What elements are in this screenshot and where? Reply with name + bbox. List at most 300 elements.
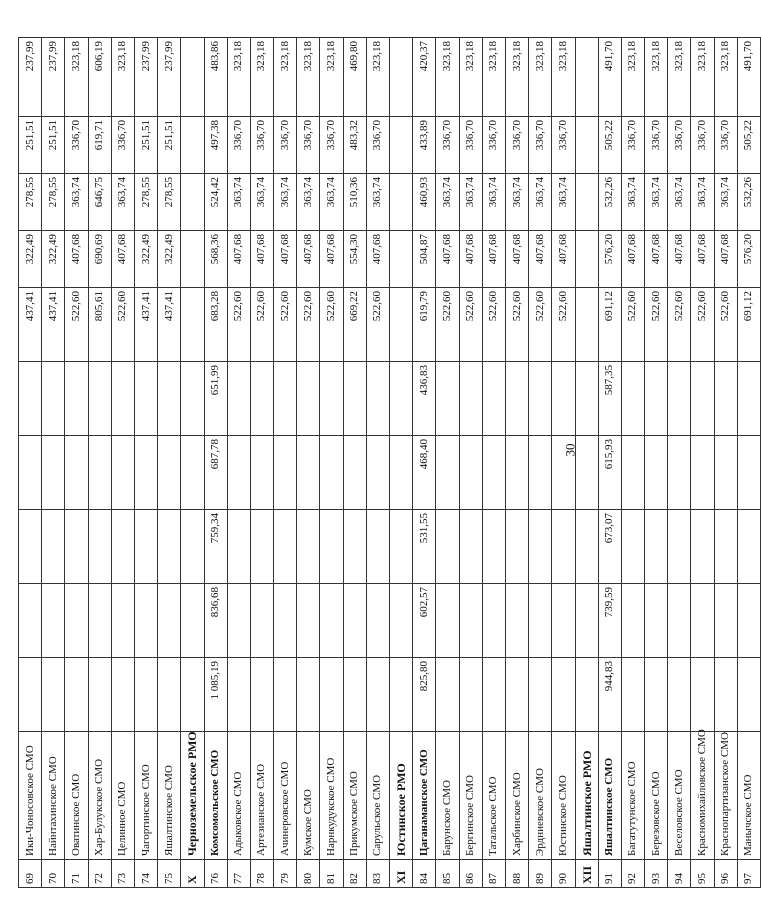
value-cell: 336,70 — [691, 117, 714, 174]
table-row — [413, 38, 436, 888]
municipality-name-cell: Целинное СМО — [111, 732, 134, 860]
value-cell: 323,18 — [436, 38, 459, 117]
value-cell: 407,68 — [482, 231, 505, 288]
value-cell: 251,51 — [158, 117, 181, 174]
value-cell — [320, 510, 343, 584]
value-cell — [111, 510, 134, 584]
value-cell — [320, 658, 343, 732]
table-row — [274, 38, 297, 888]
table-row — [19, 38, 42, 888]
table-row — [436, 38, 459, 888]
value-cell: 363,74 — [274, 174, 297, 231]
value-cell: 278,55 — [19, 174, 42, 231]
value-cell: 363,74 — [714, 174, 737, 231]
value-cell — [691, 436, 714, 510]
table-row — [343, 38, 366, 888]
value-cell: 237,99 — [19, 38, 42, 117]
value-cell — [19, 510, 42, 584]
value-cell — [482, 658, 505, 732]
value-cell: 522,60 — [366, 288, 389, 362]
value-cell — [250, 362, 273, 436]
value-cell — [390, 38, 413, 117]
row-number-cell: 94 — [668, 860, 691, 888]
value-cell — [436, 584, 459, 658]
value-cell: 323,18 — [274, 38, 297, 117]
value-cell: 323,18 — [645, 38, 668, 117]
value-cell: 944,83 — [598, 658, 621, 732]
value-cell: 646,75 — [88, 174, 111, 231]
value-cell: 619,71 — [88, 117, 111, 174]
value-cell: 436,83 — [413, 362, 436, 436]
value-cell — [297, 362, 320, 436]
value-cell — [227, 584, 250, 658]
value-cell: 690,69 — [88, 231, 111, 288]
row-number-cell: XI — [390, 860, 413, 888]
value-cell — [575, 174, 598, 231]
value-cell: 407,68 — [459, 231, 482, 288]
value-cell: 323,18 — [459, 38, 482, 117]
value-cell — [482, 362, 505, 436]
row-number-cell: 95 — [691, 860, 714, 888]
row-number-cell: 97 — [737, 860, 760, 888]
value-cell — [227, 362, 250, 436]
value-cell — [366, 658, 389, 732]
row-number-cell: 69 — [19, 860, 42, 888]
value-cell — [621, 510, 644, 584]
value-cell: 407,68 — [436, 231, 459, 288]
value-cell: 336,70 — [459, 117, 482, 174]
value-cell: 510,36 — [343, 174, 366, 231]
value-cell: 336,70 — [320, 117, 343, 174]
value-cell — [65, 362, 88, 436]
value-cell: 522,60 — [529, 288, 552, 362]
municipality-name-cell: Харбинское СМО — [505, 732, 528, 860]
value-cell: 468,40 — [413, 436, 436, 510]
value-cell — [390, 658, 413, 732]
value-cell — [645, 436, 668, 510]
value-cell — [65, 436, 88, 510]
value-cell: 407,68 — [714, 231, 737, 288]
value-cell: 825,80 — [413, 658, 436, 732]
value-cell: 522,60 — [250, 288, 273, 362]
value-cell — [505, 584, 528, 658]
value-cell — [436, 658, 459, 732]
value-cell — [621, 436, 644, 510]
value-cell: 522,60 — [505, 288, 528, 362]
row-number-cell: 89 — [529, 860, 552, 888]
value-cell: 363,74 — [552, 174, 575, 231]
row-number-cell: 80 — [297, 860, 320, 888]
value-cell — [111, 362, 134, 436]
value-cell — [274, 658, 297, 732]
value-cell — [621, 584, 644, 658]
value-cell — [19, 362, 42, 436]
value-cell: 251,51 — [19, 117, 42, 174]
value-cell: 576,20 — [598, 231, 621, 288]
value-cell — [529, 436, 552, 510]
value-cell — [390, 362, 413, 436]
value-cell — [42, 510, 65, 584]
value-cell — [227, 436, 250, 510]
row-number-cell: 75 — [158, 860, 181, 888]
value-cell — [297, 510, 320, 584]
row-number-cell: 87 — [482, 860, 505, 888]
value-cell — [459, 362, 482, 436]
table-row — [88, 38, 111, 888]
value-cell — [482, 436, 505, 510]
value-cell: 323,18 — [691, 38, 714, 117]
value-cell: 407,68 — [227, 231, 250, 288]
value-cell — [529, 362, 552, 436]
value-cell: 336,70 — [529, 117, 552, 174]
value-cell: 407,68 — [111, 231, 134, 288]
value-cell — [274, 510, 297, 584]
value-cell — [134, 436, 157, 510]
value-cell — [274, 362, 297, 436]
value-cell — [297, 436, 320, 510]
value-cell — [645, 362, 668, 436]
value-cell — [436, 510, 459, 584]
row-number-cell: 70 — [42, 860, 65, 888]
value-cell — [714, 362, 737, 436]
value-cell: 673,07 — [598, 510, 621, 584]
value-cell: 522,60 — [111, 288, 134, 362]
value-cell — [297, 658, 320, 732]
value-cell — [250, 436, 273, 510]
value-cell — [181, 174, 204, 231]
row-number-cell: 85 — [436, 860, 459, 888]
section-row — [390, 38, 413, 888]
value-cell — [227, 658, 250, 732]
municipality-name-cell: Ачинеровское СМО — [274, 732, 297, 860]
table-row — [714, 38, 737, 888]
value-cell — [714, 658, 737, 732]
value-cell: 491,70 — [598, 38, 621, 117]
value-cell — [343, 436, 366, 510]
value-cell — [65, 510, 88, 584]
table-row — [134, 38, 157, 888]
table-row — [552, 38, 575, 888]
value-cell — [668, 658, 691, 732]
value-cell — [181, 288, 204, 362]
table-row — [366, 38, 389, 888]
value-cell — [552, 584, 575, 658]
value-cell: 251,51 — [134, 117, 157, 174]
value-cell — [529, 510, 552, 584]
value-cell — [668, 436, 691, 510]
section-row — [575, 38, 598, 888]
table-row — [42, 38, 65, 888]
table-row — [668, 38, 691, 888]
value-cell: 323,18 — [482, 38, 505, 117]
value-cell — [274, 436, 297, 510]
value-cell: 522,60 — [274, 288, 297, 362]
value-cell: 237,99 — [158, 38, 181, 117]
row-number-cell: 76 — [204, 860, 227, 888]
value-cell — [737, 436, 760, 510]
row-number-cell: 84 — [413, 860, 436, 888]
value-cell — [552, 658, 575, 732]
municipality-name-cell: Нарнкудукское СМО — [320, 732, 343, 860]
value-cell — [621, 362, 644, 436]
value-cell — [436, 436, 459, 510]
value-cell: 687,78 — [204, 436, 227, 510]
row-number-cell: 92 — [621, 860, 644, 888]
value-cell — [575, 658, 598, 732]
municipality-name-cell: Адыковское СМО — [227, 732, 250, 860]
value-cell: 437,41 — [134, 288, 157, 362]
value-cell: 483,32 — [343, 117, 366, 174]
value-cell — [390, 231, 413, 288]
row-number-cell: 90 — [552, 860, 575, 888]
page-number: 30 — [562, 443, 578, 457]
value-cell — [737, 510, 760, 584]
value-cell: 522,60 — [65, 288, 88, 362]
value-cell — [575, 117, 598, 174]
value-cell: 336,70 — [366, 117, 389, 174]
value-cell: 336,70 — [505, 117, 528, 174]
row-number-cell: 81 — [320, 860, 343, 888]
value-cell: 420,37 — [413, 38, 436, 117]
value-cell — [575, 584, 598, 658]
value-cell: 336,70 — [436, 117, 459, 174]
value-cell: 669,22 — [343, 288, 366, 362]
value-cell: 505,22 — [598, 117, 621, 174]
row-number-cell: 83 — [366, 860, 389, 888]
value-cell — [737, 584, 760, 658]
value-cell — [390, 288, 413, 362]
municipality-name-cell: Веселовское СМО — [668, 732, 691, 860]
value-cell — [320, 436, 343, 510]
value-cell: 532,26 — [737, 174, 760, 231]
value-cell — [134, 658, 157, 732]
row-number-cell: 72 — [88, 860, 111, 888]
value-cell — [274, 584, 297, 658]
value-cell: 407,68 — [552, 231, 575, 288]
value-cell: 336,70 — [274, 117, 297, 174]
table-row — [737, 38, 760, 888]
value-cell: 759,34 — [204, 510, 227, 584]
value-cell — [134, 584, 157, 658]
value-cell — [575, 362, 598, 436]
value-cell — [390, 174, 413, 231]
value-cell: 739,59 — [598, 584, 621, 658]
value-cell: 323,18 — [714, 38, 737, 117]
value-cell — [111, 584, 134, 658]
municipality-name-cell: Яшалтинское РМО — [575, 732, 598, 860]
value-cell: 336,70 — [714, 117, 737, 174]
value-cell: 363,74 — [366, 174, 389, 231]
municipality-name-cell: Татальское СМО — [482, 732, 505, 860]
value-cell: 615,93 — [598, 436, 621, 510]
value-cell — [134, 510, 157, 584]
municipality-name-cell: Найнтахинское СМО — [42, 732, 65, 860]
municipality-name-cell: Барунское СМО — [436, 732, 459, 860]
table-row — [111, 38, 134, 888]
value-cell: 363,74 — [505, 174, 528, 231]
value-cell: 323,18 — [320, 38, 343, 117]
value-cell — [621, 658, 644, 732]
value-cell: 407,68 — [366, 231, 389, 288]
value-cell: 323,18 — [529, 38, 552, 117]
value-cell — [181, 231, 204, 288]
value-cell: 363,74 — [320, 174, 343, 231]
value-cell: 522,60 — [621, 288, 644, 362]
value-cell — [65, 584, 88, 658]
table-row — [65, 38, 88, 888]
value-cell: 522,60 — [691, 288, 714, 362]
municipality-name-cell: Оватинское СМО — [65, 732, 88, 860]
value-cell: 251,51 — [42, 117, 65, 174]
value-cell: 531,55 — [413, 510, 436, 584]
value-cell: 691,12 — [598, 288, 621, 362]
row-number-cell: 74 — [134, 860, 157, 888]
value-cell — [181, 658, 204, 732]
value-cell: 363,74 — [297, 174, 320, 231]
value-cell: 323,18 — [111, 38, 134, 117]
value-cell: 336,70 — [227, 117, 250, 174]
value-cell: 1 085,19 — [204, 658, 227, 732]
value-cell — [645, 658, 668, 732]
value-cell — [320, 362, 343, 436]
value-cell: 336,70 — [111, 117, 134, 174]
value-cell: 407,68 — [691, 231, 714, 288]
municipality-name-cell: Березовское СМО — [645, 732, 668, 860]
value-cell — [88, 658, 111, 732]
value-cell: 363,74 — [111, 174, 134, 231]
value-cell — [42, 584, 65, 658]
value-cell — [390, 510, 413, 584]
value-cell — [19, 658, 42, 732]
value-cell: 606,19 — [88, 38, 111, 117]
value-cell — [366, 436, 389, 510]
value-cell — [158, 658, 181, 732]
value-cell — [181, 362, 204, 436]
value-cell — [111, 436, 134, 510]
row-number-cell: 71 — [65, 860, 88, 888]
value-cell: 323,18 — [552, 38, 575, 117]
value-cell: 460,93 — [413, 174, 436, 231]
value-cell: 505,22 — [737, 117, 760, 174]
table-row — [297, 38, 320, 888]
value-cell: 363,74 — [621, 174, 644, 231]
table-row — [250, 38, 273, 888]
value-cell — [390, 436, 413, 510]
value-cell: 587,35 — [598, 362, 621, 436]
value-cell — [691, 510, 714, 584]
value-cell — [227, 510, 250, 584]
value-cell: 407,68 — [621, 231, 644, 288]
tariff-table — [18, 37, 761, 888]
value-cell — [668, 362, 691, 436]
municipality-name-cell: Артезианское СМО — [250, 732, 273, 860]
municipality-name-cell: Эрдниевское СМО — [529, 732, 552, 860]
value-cell: 237,99 — [42, 38, 65, 117]
value-cell: 336,70 — [65, 117, 88, 174]
value-cell — [181, 510, 204, 584]
value-cell: 433,89 — [413, 117, 436, 174]
table-row — [459, 38, 482, 888]
row-number-cell: 86 — [459, 860, 482, 888]
table-row — [320, 38, 343, 888]
value-cell: 683,28 — [204, 288, 227, 362]
value-cell — [459, 658, 482, 732]
value-cell — [42, 436, 65, 510]
value-cell — [459, 510, 482, 584]
value-cell: 237,99 — [134, 38, 157, 117]
value-cell — [250, 510, 273, 584]
value-cell — [668, 510, 691, 584]
value-cell — [158, 362, 181, 436]
value-cell: 504,87 — [413, 231, 436, 288]
value-cell — [575, 231, 598, 288]
value-cell — [42, 658, 65, 732]
table-row — [227, 38, 250, 888]
value-cell: 322,49 — [42, 231, 65, 288]
municipality-name-cell: Кумское СМО — [297, 732, 320, 860]
value-cell: 602,57 — [413, 584, 436, 658]
municipality-name-cell: Комсомольское СМО — [204, 732, 227, 860]
value-cell: 524,42 — [204, 174, 227, 231]
municipality-name-cell: Краснопартизанское СМО — [714, 732, 737, 860]
value-cell: 532,26 — [598, 174, 621, 231]
value-cell — [343, 584, 366, 658]
value-cell: 497,38 — [204, 117, 227, 174]
value-cell: 363,74 — [668, 174, 691, 231]
row-number-cell: XII — [575, 860, 598, 888]
value-cell: 336,70 — [645, 117, 668, 174]
municipality-name-cell: Цаганаманское СМО — [413, 732, 436, 860]
value-cell — [158, 584, 181, 658]
municipality-name-cell: Багатутунское СМО — [621, 732, 644, 860]
value-cell: 522,60 — [459, 288, 482, 362]
municipality-name-cell: Красномихайловское СМО — [691, 732, 714, 860]
value-cell: 483,86 — [204, 38, 227, 117]
value-cell — [111, 658, 134, 732]
value-cell: 323,18 — [297, 38, 320, 117]
row-number-cell: 77 — [227, 860, 250, 888]
value-cell: 522,60 — [320, 288, 343, 362]
value-cell — [88, 510, 111, 584]
value-cell: 322,49 — [158, 231, 181, 288]
value-cell: 336,70 — [250, 117, 273, 174]
table-body — [19, 38, 761, 888]
value-cell — [343, 510, 366, 584]
table-row — [505, 38, 528, 888]
municipality-name-cell: Черноземельское РМО — [181, 732, 204, 860]
value-cell: 407,68 — [250, 231, 273, 288]
value-cell — [529, 584, 552, 658]
row-number-cell: 82 — [343, 860, 366, 888]
value-cell — [505, 658, 528, 732]
value-cell: 407,68 — [505, 231, 528, 288]
value-cell: 323,18 — [250, 38, 273, 117]
value-cell: 407,68 — [297, 231, 320, 288]
value-cell: 363,74 — [459, 174, 482, 231]
table-row — [598, 38, 621, 888]
value-cell: 437,41 — [19, 288, 42, 362]
value-cell: 407,68 — [320, 231, 343, 288]
value-cell — [297, 584, 320, 658]
value-cell: 336,70 — [621, 117, 644, 174]
value-cell — [575, 510, 598, 584]
value-cell — [181, 38, 204, 117]
value-cell: 322,49 — [134, 231, 157, 288]
value-cell — [691, 584, 714, 658]
value-cell — [320, 584, 343, 658]
value-cell — [19, 584, 42, 658]
row-number-cell: 91 — [598, 860, 621, 888]
